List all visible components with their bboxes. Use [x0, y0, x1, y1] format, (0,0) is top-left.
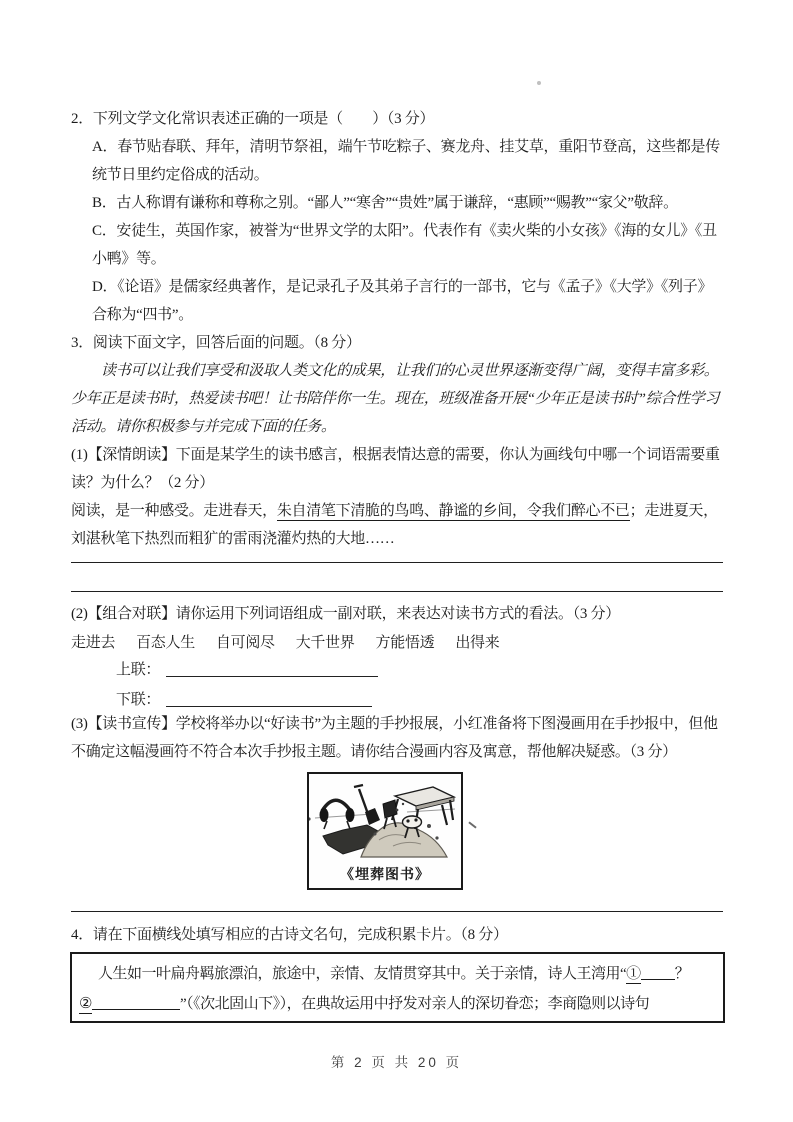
page-number-footer: 第 2 页 共 20 页: [330, 1055, 463, 1070]
card-line-1: [79, 959, 716, 989]
cartoon-drawing: [309, 774, 461, 862]
answer-line: [71, 911, 723, 912]
couplet-upper-blank: [166, 659, 378, 677]
question-3-intro: 读书可以让我们享受和汲取人类文化的成果，让我们的心灵世界逐渐变得广阔，变得丰富多彩。少年正是读书时，热爱读书吧！让书陪伴你一生。现在，班级准备开展“少年正是读书时”综合性学习活动。请你积极参与并完成下面的任务。: [71, 363, 720, 435]
question-4-stem: 4．请在下面横线处填写相应的古诗文名句，完成积累卡片。（8 分）: [71, 927, 508, 943]
game-controller-icon: [403, 816, 422, 828]
card-line-2: [79, 989, 716, 1019]
scan-stray-mark: [468, 821, 476, 828]
task-2-stem: (2)【组合对联】请你运用下列词语组成一副对联，来表达对读书方式的看法。（3 分）: [71, 606, 620, 622]
couplet-lower-blank: [166, 689, 372, 707]
word-item: 自可阅尽: [215, 635, 275, 651]
task-1-stem: (1)【深情朗读】下面是某学生的读书感言，根据表情达意的需要，你认为画线句中哪一个词语需要重读？为什么？（2 分）: [71, 447, 720, 491]
card-line1-text: 人生如一叶扁舟羁旅漂泊，旅途中，亲情、友情贯穿其中。关于亲情，诗人王湾用“: [98, 966, 627, 982]
question-3-stem: 3．阅读下面文字，回答后面的问题。（8 分）: [71, 335, 361, 351]
headphone-legs: [324, 821, 350, 829]
monitor-icon: [383, 800, 397, 818]
word-item: 方能悟透: [375, 635, 435, 651]
cartoon-dirt-mound: [361, 823, 447, 857]
word-item: 走进去: [71, 635, 116, 651]
scan-speck: [537, 81, 541, 85]
answer-line: [71, 562, 723, 563]
accumulation-card: [70, 952, 725, 1023]
quote-suffix: ；走进夏天，刘湛秋笔下热烈而粗犷的雷雨浇灌灼热的大地……: [71, 503, 718, 547]
question-2-stem: 2．下列文学文化常识表述正确的一项是（ ）（3 分）: [71, 111, 435, 127]
card-line1-end: ？: [674, 966, 690, 982]
task-1-quote: [71, 497, 727, 553]
option-b: B．古人称谓有谦称和尊称之别。“鄙人”“寒舍”“贵姓”属于谦辞，“惠顾”“赐教”“家父”敬辞。: [92, 195, 678, 211]
task-2-word-bank: [71, 629, 520, 657]
fill-blank-2: [92, 993, 180, 1010]
word-item: 百态人生: [136, 635, 195, 651]
headphone-earcup-left: [320, 808, 329, 822]
circled-1: ①: [626, 966, 641, 982]
couplet-lower-label: 下联：: [116, 692, 161, 708]
cartoon-panel: [307, 772, 463, 890]
couplet-upper-label: 上联：: [116, 662, 161, 678]
option-d: D．《论语》是儒家经典著作，是记录孔子及其弟子言行的一部书，它与《孟子》《大学》《列子》合称为“四书”。: [92, 279, 713, 323]
cartoon-caption: 《埋葬图书》: [340, 868, 430, 883]
task-1-block: [71, 441, 727, 553]
quote-underlined-segment: 朱自清笔下清脆的鸟鸣、静谧的乡间，令我们醉心不已: [276, 503, 630, 519]
headphone-earcup-right: [346, 808, 355, 822]
question-2-options: [92, 133, 724, 329]
option-a: A．春节贴春联、拜年，清明节祭祖，端午节吃粽子、赛龙舟、挂艾草，重阳节登高，这些都是传统节日里约定俗成的活动。: [92, 139, 720, 183]
shovel-handle: [354, 785, 363, 787]
card-line2-text: ”（《次北固山下》），在典故运用中抒发对亲人的深切眷恋；李商隐则以诗句: [179, 996, 650, 1012]
shovel-icon: [359, 789, 368, 814]
circled-2: ②: [79, 996, 92, 1012]
couplet-upper-row: [116, 656, 378, 684]
answer-line: [71, 591, 723, 592]
task-3-stem: (3)【读书宣传】学校将举办以“好读书”为主题的手抄报展，小红准备将下图漫画用在手抄报中，但他不确定这幅漫画符不符合本次手抄报主题。请你结合漫画内容及寓意，帮他解决疑惑。（3 分）: [71, 716, 718, 760]
word-item: 大千世界: [295, 635, 355, 651]
option-c: C．安徒生，英国作家，被誉为“世界文学的太阳”。代表作有《卖火柴的小女孩》《海的女儿》《丑小鸭》等。: [92, 223, 717, 267]
fill-blank-1: [641, 963, 675, 980]
word-item: 出得来: [455, 635, 500, 651]
quote-prefix: 阅读，是一种感受。走进春天，: [71, 503, 277, 519]
